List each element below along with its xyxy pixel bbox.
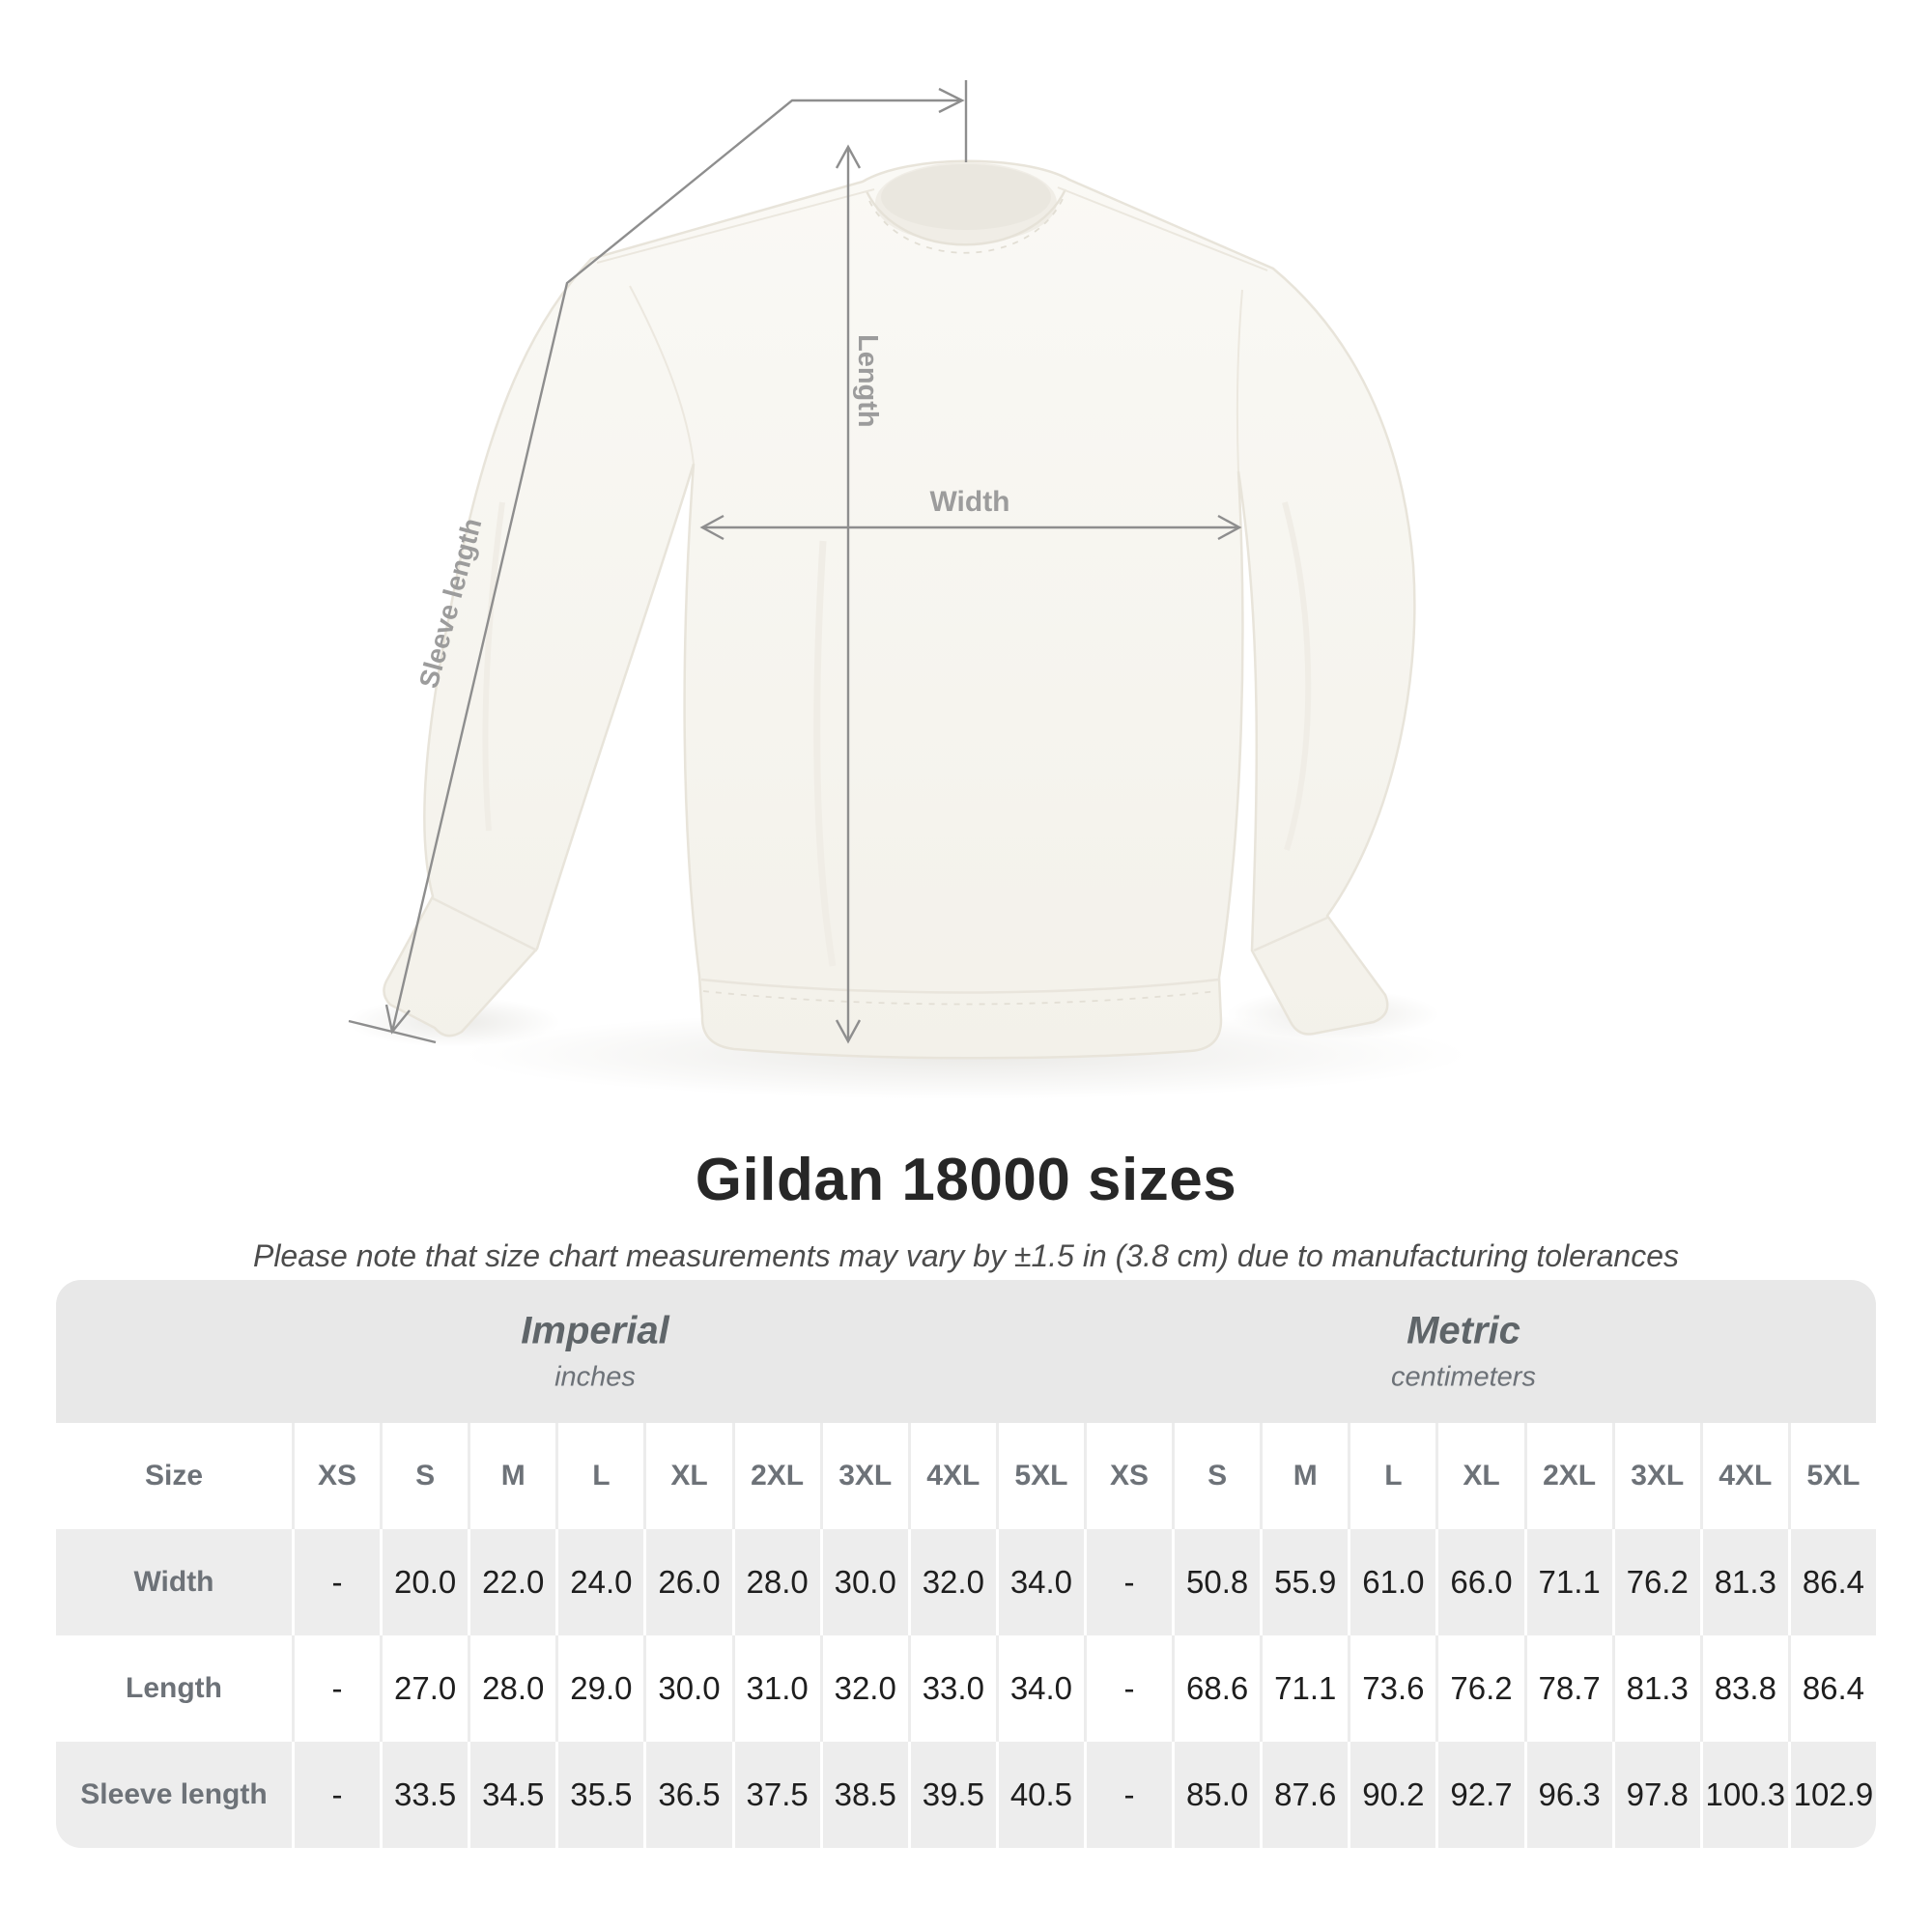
data-cell: 71.1 <box>1524 1529 1612 1635</box>
data-cell: 36.5 <box>643 1742 731 1848</box>
data-cell: 86.4 <box>1788 1635 1876 1742</box>
table-row-sleeve-length <box>56 1742 1876 1848</box>
data-cell: - <box>1084 1635 1172 1742</box>
size-header-row <box>56 1423 1876 1529</box>
data-cell: 34.5 <box>468 1742 555 1848</box>
data-cell: 30.0 <box>820 1529 908 1635</box>
size-header-cell: XS <box>1084 1423 1172 1529</box>
width-label: Width <box>929 486 1010 518</box>
data-cell: 61.0 <box>1348 1529 1435 1635</box>
length-label: Length <box>852 334 883 428</box>
data-cell: 40.5 <box>996 1742 1084 1848</box>
data-cell: 68.6 <box>1172 1635 1260 1742</box>
row-label-sleeve-length: Sleeve length <box>80 1778 268 1810</box>
data-cell: 37.5 <box>732 1742 820 1848</box>
data-cell: 90.2 <box>1348 1742 1435 1848</box>
sweatshirt-body <box>384 161 1414 1059</box>
data-cell: 78.7 <box>1524 1635 1612 1742</box>
data-cell: 33.0 <box>908 1635 996 1742</box>
data-cell: 32.0 <box>820 1635 908 1742</box>
table-row-length <box>56 1635 1876 1742</box>
data-cell: 34.0 <box>996 1635 1084 1742</box>
data-cell: 87.6 <box>1260 1742 1348 1848</box>
data-cell: 31.0 <box>732 1635 820 1742</box>
tolerance-note: Please note that size chart measurements may vary by ±1.5 in (3.8 cm) due to manufacturing tolerances <box>252 1238 1680 1273</box>
size-header-cell: 4XL <box>1700 1423 1788 1529</box>
data-cell: 33.5 <box>380 1742 468 1848</box>
data-cell: 76.2 <box>1435 1635 1523 1742</box>
data-cell: 50.8 <box>1172 1529 1260 1635</box>
data-cell: - <box>292 1742 380 1848</box>
size-header-cell: 5XL <box>996 1423 1084 1529</box>
data-cell: - <box>292 1635 380 1742</box>
metric-label: Metric <box>1406 1309 1520 1352</box>
data-cell: 28.0 <box>468 1635 555 1742</box>
size-header-cell: 2XL <box>732 1423 820 1529</box>
size-header-cell: S <box>1172 1423 1260 1529</box>
data-cell: 71.1 <box>1260 1635 1348 1742</box>
table-row-width <box>56 1529 1876 1635</box>
data-cell: 83.8 <box>1700 1635 1788 1742</box>
size-header-cell: M <box>468 1423 555 1529</box>
data-cell: 96.3 <box>1524 1742 1612 1848</box>
imperial-unit: inches <box>554 1361 636 1393</box>
data-cell: 76.2 <box>1612 1529 1700 1635</box>
data-cell: 86.4 <box>1788 1529 1876 1635</box>
size-header-cell: 2XL <box>1524 1423 1612 1529</box>
metric-group-header <box>1391 1310 1536 1394</box>
sleeve-length-label: Sleeve length <box>412 515 488 692</box>
size-header-cell: XS <box>292 1423 380 1529</box>
size-header-cell: 3XL <box>820 1423 908 1529</box>
data-cell: 28.0 <box>732 1529 820 1635</box>
data-cell: 73.6 <box>1348 1635 1435 1742</box>
data-cell: 39.5 <box>908 1742 996 1848</box>
size-header-cell: XL <box>1435 1423 1523 1529</box>
data-cell: 24.0 <box>555 1529 643 1635</box>
data-cell: 100.3 <box>1700 1742 1788 1848</box>
data-cell: 97.8 <box>1612 1742 1700 1848</box>
data-cell: 20.0 <box>380 1529 468 1635</box>
data-cell: - <box>292 1529 380 1635</box>
metric-unit: centimeters <box>1391 1361 1536 1393</box>
size-header-cell: 5XL <box>1788 1423 1876 1529</box>
data-cell: 27.0 <box>380 1635 468 1742</box>
size-header-cell: 3XL <box>1612 1423 1700 1529</box>
size-table <box>56 1280 1876 1848</box>
size-header-cell: 4XL <box>908 1423 996 1529</box>
page-title: Gildan 18000 sizes <box>695 1147 1237 1213</box>
data-cell: - <box>1084 1742 1172 1848</box>
row-label-width: Width <box>133 1566 214 1598</box>
unit-group-band <box>56 1280 1876 1423</box>
data-cell: 81.3 <box>1612 1635 1700 1742</box>
data-cell: 32.0 <box>908 1529 996 1635</box>
imperial-group-header <box>521 1310 668 1394</box>
data-cell: 102.9 <box>1788 1742 1876 1848</box>
data-cell: 35.5 <box>555 1742 643 1848</box>
data-cell: 29.0 <box>555 1635 643 1742</box>
size-header-cell: L <box>1348 1423 1435 1529</box>
data-cell: - <box>1084 1529 1172 1635</box>
size-header-cell: M <box>1260 1423 1348 1529</box>
size-header-cell: L <box>555 1423 643 1529</box>
data-cell: 66.0 <box>1435 1529 1523 1635</box>
data-cell: 85.0 <box>1172 1742 1260 1848</box>
data-cell: 55.9 <box>1260 1529 1348 1635</box>
data-cell: 26.0 <box>643 1529 731 1635</box>
imperial-label: Imperial <box>521 1309 669 1352</box>
data-cell: 34.0 <box>996 1529 1084 1635</box>
data-cell: 81.3 <box>1700 1529 1788 1635</box>
data-cell: 22.0 <box>468 1529 555 1635</box>
size-header-cell: XL <box>643 1423 731 1529</box>
data-cell: 30.0 <box>643 1635 731 1742</box>
size-column-header: Size <box>144 1460 204 1492</box>
data-cell: 92.7 <box>1435 1742 1523 1848</box>
data-cell: 38.5 <box>820 1742 908 1848</box>
size-header-cell: S <box>380 1423 468 1529</box>
collar-inner-shadow <box>881 164 1051 230</box>
row-label-length: Length <box>126 1672 222 1704</box>
